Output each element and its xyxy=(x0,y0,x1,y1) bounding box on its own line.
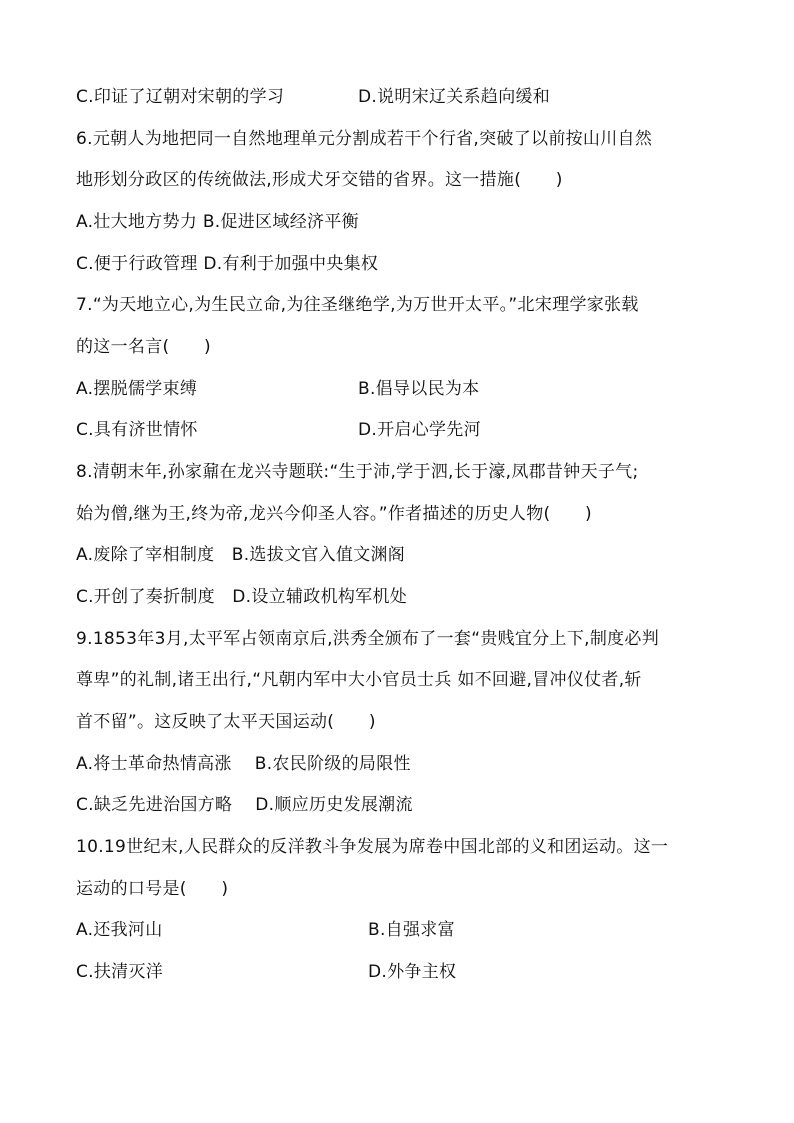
q7-options-ab xyxy=(76,378,480,400)
q7-option-b: B.倡导以民为本 xyxy=(358,379,480,399)
q9-stem-line2: 尊卑”的礼制,诸王出行,“凡朝内军中大小官员士兵 如不回避,冒冲仪仗者,斩 xyxy=(76,670,642,690)
q7-stem-line2: 的这一名言( ) xyxy=(76,337,211,357)
q10-option-d: D.外争主权 xyxy=(368,962,457,982)
q7-option-d: D.开启心学先河 xyxy=(358,420,481,440)
q8-stem-line1: 8.清朝末年,孙家鼐在龙兴寺题联:“生于沛,学于泗,长于濠,凤郡昔钟天子气; xyxy=(76,462,639,482)
q10-option-c: C.扶清灭洋 xyxy=(76,962,164,982)
q5-options-cd xyxy=(76,86,551,108)
q6-stem-line2: 地形划分政区的传统做法,形成犬牙交错的省界。这一措施( ) xyxy=(76,170,563,190)
q9-options-ab: A.将士革命热情高涨 B.农民阶级的局限性 xyxy=(76,754,411,774)
q8-options-ab: A.废除了宰相制度 B.选拔文官入值文渊阁 xyxy=(76,545,406,565)
q5-option-c: C.印证了辽朝对宋朝的学习 xyxy=(76,87,285,107)
q6-options-ab: A.壮大地方势力 B.促进区域经济平衡 xyxy=(76,212,359,232)
q9-stem-line3: 首不留”。这反映了太平天国运动( ) xyxy=(76,712,376,732)
q6-stem-line1: 6.元朝人为地把同一自然地理单元分割成若干个行省,突破了以前按山川自然 xyxy=(76,129,653,149)
q10-stem-line2: 运动的口号是( ) xyxy=(76,879,229,899)
q6-options-cd: C.便于行政管理 D.有利于加强中央集权 xyxy=(76,254,379,274)
q8-stem-line2: 始为僧,继为王,终为帝,龙兴今仰圣人容。”作者描述的历史人物( ) xyxy=(76,504,592,524)
q10-option-b: B.自强求富 xyxy=(368,920,455,940)
q7-option-c: C.具有济世情怀 xyxy=(76,420,198,440)
q9-options-cd: C.缺乏先进治国方略 D.顺应历史发展潮流 xyxy=(76,795,413,815)
q5-option-d: D.说明宋辽关系趋向缓和 xyxy=(358,87,551,107)
q9-stem-line1: 9.1853年3月,太平军占领南京后,洪秀全颁布了一套“贵贱宜分上下,制度必判 xyxy=(76,629,660,649)
q10-stem-line1: 10.19世纪末,人民群众的反洋教斗争发展为席卷中国北部的义和团运动。这一 xyxy=(76,837,669,857)
q7-option-a: A.摆脱儒学束缚 xyxy=(76,379,198,399)
q7-options-cd xyxy=(76,419,481,441)
q7-stem-line1: 7.“为天地立心,为生民立命,为往圣继绝学,为万世开太平。”北宋理学家张载 xyxy=(76,295,639,315)
q10-option-a: A.还我河山 xyxy=(76,920,163,940)
q8-options-cd: C.开创了奏折制度 D.设立辅政机构军机处 xyxy=(76,587,408,607)
q10-options-ab xyxy=(76,919,455,941)
q10-options-cd xyxy=(76,961,457,983)
